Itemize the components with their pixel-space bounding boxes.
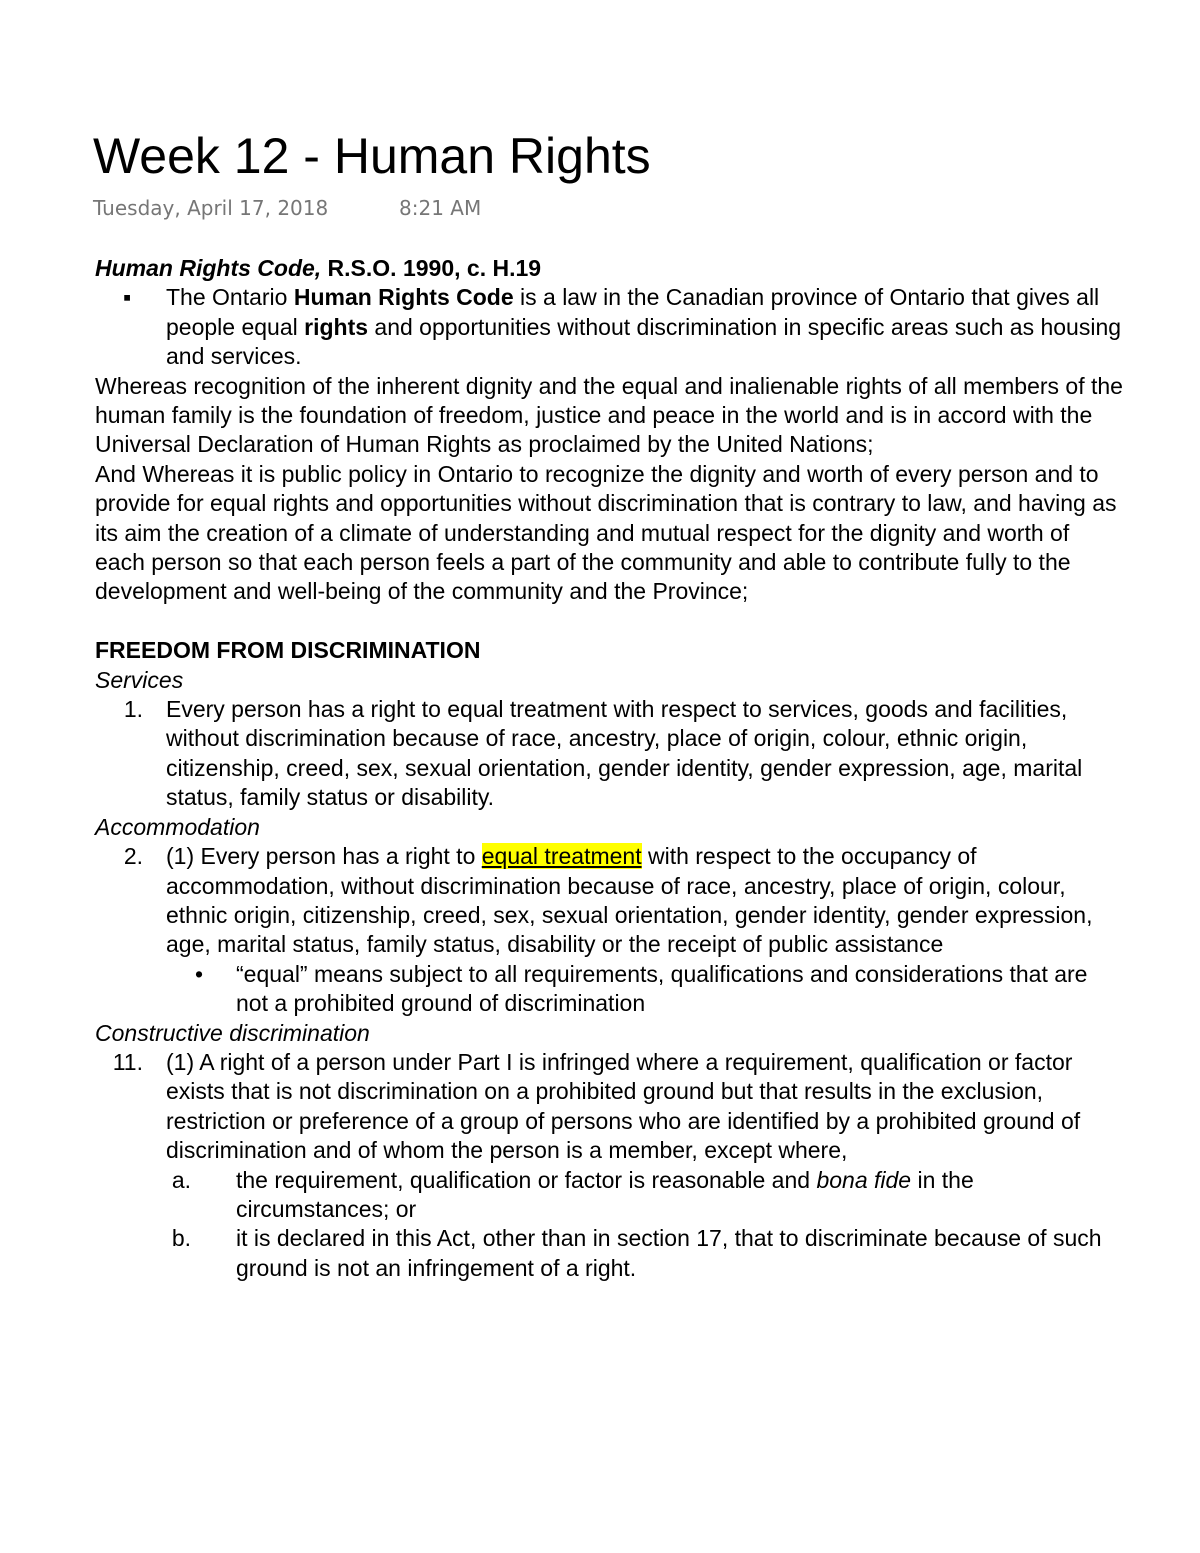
whereas-paragraph-1: Whereas recognition of the inherent dignity and the equal and inalienable rights of all members of the human family is the foundation of freedom, justice and peace in the world and is in accord with the Universal Declaration of Human Rights as proclaimed by the United Nations;	[95, 372, 1123, 458]
note-timestamp	[93, 196, 482, 220]
bullet-icon: ▪	[123, 284, 132, 311]
services-heading: Services	[95, 666, 184, 693]
note-time: 8:21 AM	[399, 196, 482, 220]
constructive-heading: Constructive discrimination	[95, 1019, 370, 1046]
sub-item-b	[95, 1224, 1125, 1283]
sub-bullet-equal	[95, 960, 1125, 1019]
highlighted-text: equal treatment	[481, 843, 642, 870]
bullet-icon: •	[195, 960, 204, 987]
item-number: 2.	[123, 843, 143, 870]
sub-item-text: it is declared in this Act, other than in section 17, that to discriminate because of such ground is not an infringement of a right.	[236, 1225, 1102, 1281]
intro-bullet: ▪ The Ontario Human Rights Code is a law in the Canadian province of Ontario that gives all people equal rights and opportunities without discrimination in specific areas such as housing and services.	[123, 284, 1122, 370]
sub-item-marker: b.	[171, 1225, 191, 1252]
blank-line	[95, 607, 1125, 636]
item-number: 1.	[123, 696, 143, 723]
sub-item-a: a. the requirement, qualification or factor is reasonable and bona fide in the circumstances; or	[95, 1166, 1125, 1225]
whereas-paragraph-2: And Whereas it is public policy in Ontario to recognize the dignity and worth of every person and to provide for equal rights and opportunities without discrimination that is contrary to law, and having as its aim the creation of a climate of understanding and mutual respect for the dignity and worth of each person so that each person feels a part of the community and able to contribute fully to the development and well-being of the community and the Province;	[95, 460, 1117, 605]
list-item-services	[95, 695, 1125, 813]
item-text: Every person has a right to equal treatment with respect to services, goods and facilities, without discrimination because of race, ancestry, place of origin, colour, ethnic origin, citizenship, creed, sex, sexual orientation, gender identity, gender expression, age, marital status, family status or disability.	[166, 696, 1083, 811]
note-date: Tuesday, April 17, 2018	[93, 196, 329, 220]
note-body	[95, 254, 1125, 1283]
sub-item-marker: a.	[171, 1166, 191, 1193]
accommodation-heading: Accommodation	[95, 813, 260, 840]
section-heading: FREEDOM FROM DISCRIMINATION	[95, 637, 481, 664]
page-title: Week 12 - Human Rights	[93, 128, 651, 184]
sub-bullet-text: “equal” means subject to all requirements, qualifications and considerations that are not a prohibited ground of discrimination	[236, 960, 1088, 1017]
item-number: 11.	[112, 1048, 143, 1075]
list-item-accommodation: 2. (1) Every person has a right to equal treatment with respect to the occupancy of accommodation, without discrimination because of race, ancestry, place of origin, colour, ethnic origin, citizenship, creed, sex, sexual orientation, gender identity, gender expression, age, marital status, family status, disability or the receipt of public assistance	[95, 842, 1125, 960]
list-item-constructive	[95, 1048, 1125, 1166]
code-heading: Human Rights Code, R.S.O. 1990, c. H.19	[95, 255, 542, 281]
item-text: (1) A right of a person under Part I is infringed where a requirement, qualification or factor exists that is not discrimination on a prohibited ground but that results in the exclusion, restriction or preference of a group of persons who are identified by a prohibited ground of discrimination and of whom the person is a member, except where,	[166, 1048, 1081, 1164]
